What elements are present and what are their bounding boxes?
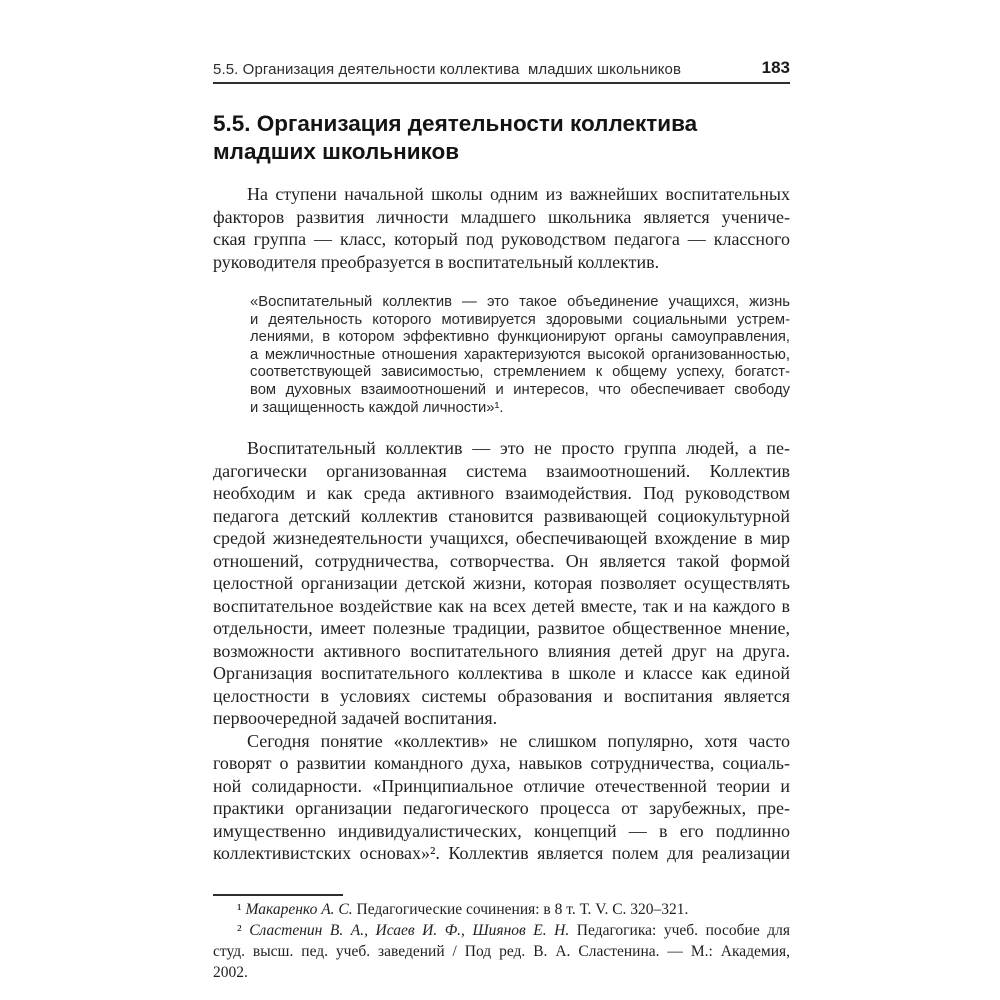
text-line: ская группа — класс, который под руководством педагога — классного [213,229,790,249]
italic-text: Сластенин В. А., Исаев И. Ф., Шиянов Е. Н. [249,921,570,939]
paragraph [213,183,790,273]
section-heading [213,110,790,166]
text-line: Воспитательный коллектив — это не просто группа людей, а пе- [247,438,790,459]
plain-text: студ. высш. пед. учеб. заведений / Под ред. В. А. Сластенина. — М.: Академия, [213,942,790,960]
text-line: и деятельность которого мотивируется здоровыми социальными устрем- [250,311,790,328]
footnotes [213,894,790,983]
text-line: вом духовных взаимоотношений и интересов, что обеспечивает свободу [250,381,790,398]
text-line: «Воспитательный коллектив — это такое объединение учащихся, жизнь [250,294,790,310]
plain-text: 2002. [213,963,248,981]
text-line [213,920,790,941]
text-line: отдельности, имеет полезные традиции, развитое общественное мнение, [213,618,790,639]
plain-text: ² [237,921,250,939]
text-line: факторов развития личности младшего школьника является учениче- [213,206,790,227]
text-line: практики организации педагогического процесса от зарубежных, пре- [213,798,790,819]
plain-text: Педагогика: учеб. пособие для [569,921,790,939]
text-line: младших школьников [213,139,460,164]
text-line: средой жизнедеятельности учащихся, обеспечивающей вхождение в мир [213,528,790,549]
text-block [213,0,790,983]
text-line: дагогически организованная система взаимоотношений. Коллектив [213,460,790,481]
text-line: руководителя преобразуется в воспитательный коллектив. [213,251,660,272]
text-line [213,941,790,962]
text-line: целостной организации детской жизни, которая позволяет осуществлять [213,573,790,594]
running-head-title: 5.5. Организация деятельности коллектива младших школьников [213,61,682,78]
text-line: возможности активного воспитательного влияния детей друг на друга. [213,640,790,661]
text-line: и защищенность каждой личности»¹. [250,399,504,416]
footnote [213,899,790,920]
running-head [213,58,790,84]
text-line: лениями, в котором эффективно функционируют органы самоуправления, [250,329,790,346]
plain-text: Педагогические сочинения: в 8 т. Т. V. С. 320–321. [352,900,689,918]
text-line: коллективистских основах»². Коллектив является полем для реализации [213,843,790,864]
text-line: Сегодня понятие «коллектив» не слишком популярно, хотя часто [247,730,790,751]
text-line: воспитательное воздействие как на всех детей вместе, так и на каждого в [213,595,790,616]
text-line [213,962,790,983]
text-line: а межличностные отношения характеризуются высокой организованностью, [250,346,790,363]
italic-text: Макаренко А. С. [245,900,353,918]
paragraph [213,437,790,730]
text-line: Организация воспитательного коллектива в школе и классе как единой [213,663,790,684]
paragraph [213,730,790,865]
text-line: необходим и как среда активного взаимодействия. Под руководством [213,483,790,504]
text-line: целостности в условиях системы образования и воспитания является [213,685,790,706]
text-line: первоочередной задачей воспитания. [213,708,498,729]
text-line: отношений, сотрудничества, сотворчества. Он является такой формой [213,550,790,571]
footnote [213,920,790,983]
text-line: ной солидарности. «Принципиальное отличие отечественной теории и [213,775,790,796]
page-number: 183 [761,58,790,77]
text-line: имущественно индивидуалистических, концепций — в его подлинно [213,820,790,841]
plain-text: ¹ [237,900,246,918]
text-line: соответствующей зависимостью, стремлением к общему успеху, богатст- [250,364,790,381]
text-line [213,899,790,920]
text-line: На ступени начальной школы одним из важнейших воспитательных [247,184,790,204]
text-line: говорят о развитии командного духа, навыков сотрудничества, социаль- [213,753,790,774]
text-line: 5.5. Организация деятельности коллектива [213,111,698,136]
block-quote [250,294,790,417]
text-line: педагога детский коллектив становится развивающей социокультурной [213,505,790,526]
footnote-separator-rule [213,894,343,896]
